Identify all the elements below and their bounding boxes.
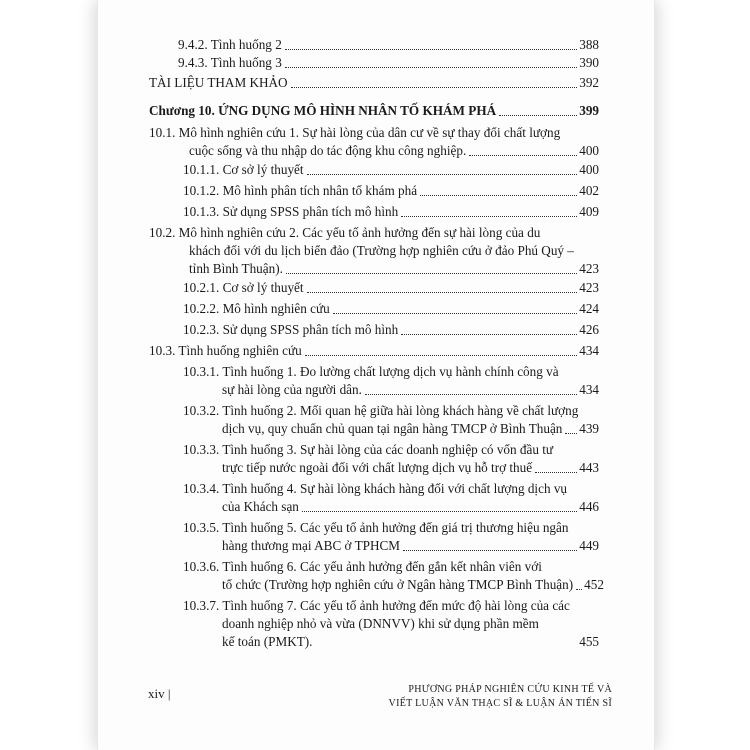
toc-entry-10-3-7-line1: 10.3.7. Tình huống 7. Các yếu tố ảnh hưởng đến mức độ hài lòng của các — [183, 598, 570, 613]
leader-dots — [420, 195, 577, 196]
leader-dots — [365, 394, 577, 395]
toc-entry-9-4-2 — [178, 36, 599, 54]
toc-entry-10-3-7-line2: doanh nghiệp nhỏ và vừa (DNNVV) khi sử dụng phần mềm — [222, 616, 539, 631]
toc-label: tổ chức (Trường hợp nghiên cứu ở Ngân hàng TMCP Bình Thuận) — [222, 577, 574, 592]
toc-label: cuộc sống và thu nhập do tác động khu công nghiệp. — [189, 143, 467, 158]
leader-dots — [305, 355, 578, 356]
leader-dots — [307, 174, 578, 175]
toc-entry-10-1-1 — [183, 161, 599, 179]
leader-dots — [401, 334, 577, 335]
toc-entry-10-2 — [189, 260, 599, 278]
toc-entry-10-1 — [189, 142, 599, 160]
leader-dots — [285, 67, 577, 68]
toc-entry-10-3-2 — [222, 420, 599, 438]
footer-page-number: xiv | — [148, 686, 171, 701]
toc-label: tỉnh Bình Thuận). — [189, 261, 283, 276]
toc-entry-10-2-1 — [183, 279, 599, 297]
toc-page: 400 — [579, 162, 599, 177]
toc-entry-10-2-line2: khách đối với du lịch biển đảo (Trường hợp nghiên cứu ở đảo Phú Quý – — [189, 243, 574, 258]
leader-dots — [291, 87, 578, 88]
toc-page: 399 — [579, 103, 599, 118]
toc-entry-chapter-10 — [149, 102, 599, 120]
toc-entry-10-3-5-line1: 10.3.5. Tình huống 5. Các yếu tố ảnh hưởng đến giá trị thương hiệu ngân — [183, 520, 569, 535]
toc-page: 424 — [579, 301, 599, 316]
toc-page: 439 — [579, 421, 599, 436]
toc-page: 409 — [579, 204, 599, 219]
leader-dots — [307, 292, 578, 293]
toc-entry-10-3-7 — [222, 633, 599, 651]
toc-page: 434 — [579, 382, 599, 397]
leader-dots — [403, 550, 577, 551]
toc-entry-10-3-4-line1: 10.3.4. Tình huống 4. Sự hài lòng khách hàng đối với chất lượng dịch vụ — [183, 481, 568, 496]
leader-dots — [401, 216, 577, 217]
toc-entry-10-3-4 — [222, 498, 599, 516]
toc-page: 452 — [584, 577, 604, 592]
toc-label: 10.1.2. Mô hình phân tích nhân tố khám phá — [183, 183, 418, 198]
leader-dots — [285, 49, 577, 50]
toc-entry-10-3-6 — [222, 576, 604, 594]
toc-entry-10-2-2 — [183, 300, 599, 318]
toc-entry-10-2-line1: 10.2. Mô hình nghiên cứu 2. Các yếu tố ảnh hưởng đến sự hài lòng của du — [149, 225, 541, 240]
toc-label: trực tiếp nước ngoài đối với chất lượng dịch vụ hỗ trợ thuế — [222, 460, 533, 475]
leader-dots — [286, 273, 577, 274]
leader-dots — [333, 313, 578, 314]
toc-entry-10-3 — [149, 342, 599, 360]
toc-label: dịch vụ, quy chuẩn chủ quan tại ngân hàng TMCP ở Bình Thuận — [222, 421, 563, 436]
toc-page: 449 — [579, 538, 599, 553]
toc-entry-10-3-2-line1: 10.3.2. Tình huống 2. Mối quan hệ giữa hài lòng khách hàng về chất lượng — [183, 403, 579, 418]
toc-label: 10.2.3. Sử dụng SPSS phân tích mô hình — [183, 322, 399, 337]
toc-entry-10-3-5 — [222, 537, 599, 555]
toc-label: 9.4.3. Tình huống 3 — [178, 55, 282, 70]
toc-entry-10-3-6-line1: 10.3.6. Tình huống 6. Các yếu ảnh hưởng đến gắn kết nhân viên với — [183, 559, 542, 574]
toc-page: 402 — [579, 183, 599, 198]
toc-entry-10-3-1 — [222, 381, 599, 399]
toc-page: 400 — [579, 143, 599, 158]
toc-page: 423 — [579, 280, 599, 295]
toc-page: 434 — [579, 343, 599, 358]
toc-entry-10-1-2 — [183, 182, 599, 200]
toc-entry-10-3-3-line1: 10.3.3. Tình huống 3. Sự hài lòng của các doanh nghiệp có vốn đầu tư — [183, 442, 554, 457]
toc-entry-10-1-line1: 10.1. Mô hình nghiên cứu 1. Sự hài lòng của dân cư về sự thay đổi chất lượng — [149, 125, 561, 140]
toc-label: 10.2.1. Cơ sở lý thuyết — [183, 280, 304, 295]
leader-dots — [469, 155, 577, 156]
toc-entry-references — [149, 74, 599, 92]
toc-page: 443 — [579, 460, 599, 475]
leader-dots — [535, 472, 577, 473]
toc-label: 10.1.1. Cơ sở lý thuyết — [183, 162, 304, 177]
toc-label: 9.4.2. Tình huống 2 — [178, 37, 282, 52]
toc-label: sự hài lòng của người dân. — [222, 382, 362, 397]
toc-entry-10-3-1-line1: 10.3.1. Tình huống 1. Đo lường chất lượng dịch vụ hành chính công và — [183, 364, 559, 379]
footer-title-line1: PHƯƠNG PHÁP NGHIÊN CỨU KINH TẾ VÀ — [408, 684, 612, 695]
toc-page: 426 — [579, 322, 599, 337]
toc-page: 390 — [579, 55, 599, 70]
toc-label: kế toán (PMKT). — [222, 634, 313, 649]
toc-entry-9-4-3 — [178, 54, 599, 72]
leader-dots — [302, 511, 577, 512]
toc-page: 446 — [579, 499, 599, 514]
toc-label: TÀI LIỆU THAM KHẢO — [149, 75, 288, 90]
toc-label: hàng thương mại ABC ở TPHCM — [222, 538, 401, 553]
toc-entry-10-1-3 — [183, 203, 599, 221]
toc-label: Chương 10. ỨNG DỤNG MÔ HÌNH NHÂN TỐ KHÁM PHÁ — [149, 103, 497, 118]
toc-label: 10.2.2. Mô hình nghiên cứu — [183, 301, 330, 316]
toc-page: 423 — [579, 261, 599, 276]
toc-entry-10-2-3 — [183, 321, 599, 339]
toc-page: 388 — [579, 37, 599, 52]
leader-dots — [576, 589, 582, 590]
footer-running-title — [389, 683, 612, 711]
toc-label: của Khách sạn — [222, 499, 299, 514]
toc-label: 10.1.3. Sử dụng SPSS phân tích mô hình — [183, 204, 399, 219]
toc-page: 455 — [579, 634, 599, 649]
toc-entry-10-3-3 — [222, 459, 599, 477]
toc-label: 10.3. Tình huống nghiên cứu — [149, 343, 302, 358]
leader-dots — [499, 115, 577, 116]
footer-title-line2: VIẾT LUẬN VĂN THẠC SĨ & LUẬN ÁN TIẾN SĨ — [388, 698, 612, 709]
leader-dots — [565, 433, 577, 434]
toc-page: 392 — [579, 75, 599, 90]
